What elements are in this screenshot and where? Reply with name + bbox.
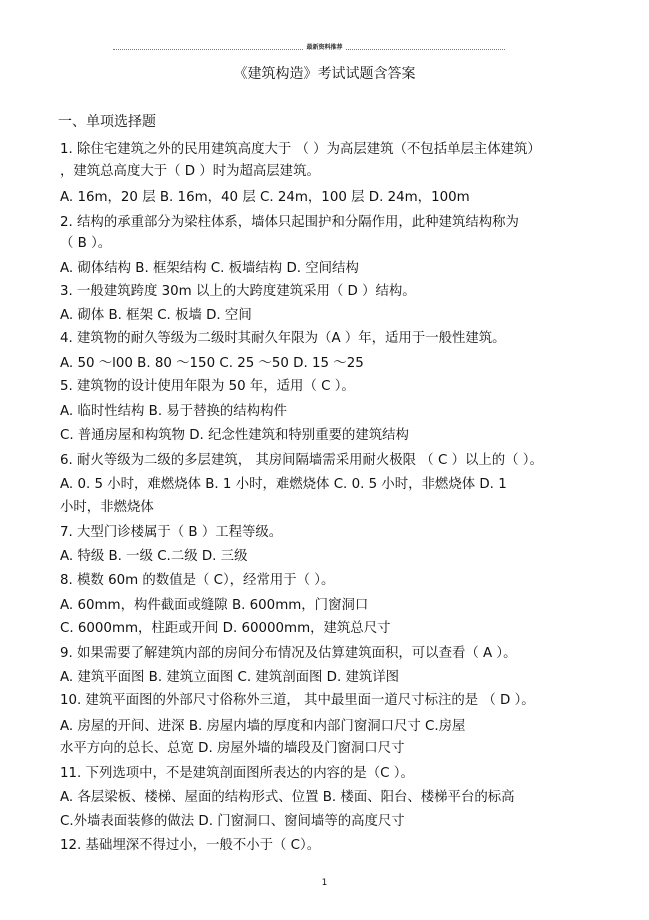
question-line: 7. 大型门诊楼属于（ B ）工程等级。	[60, 525, 283, 540]
question-line: 6. 耐火等级为二级的多层建筑， 其房间隔墙需采用耐火极限 （ C ）以上的（ ）。	[60, 453, 543, 468]
header-label: 最新资料推荐	[0, 44, 649, 52]
page-number: 1	[321, 878, 328, 888]
question-line: 2. 结构的承重部分为梁柱体系，墙体只起围护和分隔作用，此种建筑结构称为	[60, 215, 519, 230]
answer-options: A. 砌体 B. 框架 C. 板墙 D. 空间	[60, 308, 252, 323]
answer-options: A. 各层梁板、楼梯、屋面的结构形式、位置 B. 楼面、阳台、楼梯平台的标高	[60, 790, 515, 805]
answer-options: C. 普通房屋和构筑物 D. 纪念性建筑和特别重要的建筑结构	[60, 428, 409, 443]
answer-options: A. 临时性结构 B. 易于替换的结构构件	[60, 404, 287, 419]
question-line: 8. 模数 60m 的数值是（ C），经常用于（ ）。	[60, 573, 335, 588]
question-line: 3. 一般建筑跨度 30m 以上的大跨度建筑采用（ D ）结构。	[60, 284, 416, 299]
answer-options: 水平方向的总长、总宽 D. 房屋外墙的墙段及门窗洞口尺寸	[60, 741, 405, 756]
answer-options: A. 60mm，构件截面或缝隙 B. 600mm，门窗洞口	[60, 598, 369, 613]
answer-options: 小时，非燃烧体	[60, 500, 154, 515]
question-line: ，建筑总高度大于（ D ）时为超高层建筑。	[60, 164, 320, 179]
answer-options: A. 特级 B. 一级 C.二级 D. 三级	[60, 549, 248, 564]
question-line: 9. 如果需要了解建筑内部的房间分布情况及估算建筑面积，可以查看（ A ）。	[60, 646, 517, 661]
answer-options: C.外墙表面装修的做法 D. 门窗洞口、窗间墙等的高度尺寸	[60, 814, 405, 829]
question-line: （ B ）。	[60, 236, 112, 251]
question-line: 12. 基础埋深不得过小，一般不小于（ C）。	[60, 838, 321, 853]
section-heading: 一、单项选择题	[58, 114, 156, 130]
answer-options: A. 建筑平面图 B. 建筑立面图 C. 建筑剖面图 D. 建筑详图	[60, 670, 400, 685]
document-title: 《建筑构造》考试试题含答案	[233, 66, 416, 82]
question-line: 4. 建筑物的耐久等级为二级时其耐久年限为（A ）年，适用于一般性建筑。	[60, 331, 506, 346]
question-line: 1. 除住宅建筑之外的民用建筑高度大于 （ ）为高层建筑（不包括单层主体建筑）	[60, 142, 541, 157]
answer-options: A. 房屋的开间、进深 B. 房屋内墙的厚度和内部门窗洞口尺寸 C.房屋	[60, 719, 466, 734]
answer-options: C. 6000mm，柱距或开间 D. 60000mm，建筑总尺寸	[60, 621, 391, 636]
question-line: 5. 建筑物的设计使用年限为 50 年，适用（ C ）。	[60, 379, 355, 394]
answer-options: A. 16m，20 层 B. 16m，40 层 C. 24m，100 层 D. 24m，100m	[60, 190, 470, 205]
question-line: 11. 下列选项中，不是建筑剖面图所表达的内容的是（C ）。	[60, 766, 414, 781]
answer-options: A. 50 ～l00 B. 80 ～150 C. 25 ～50 D. 15 ～25	[60, 356, 364, 371]
answer-options: A. 0. 5 小时，难燃烧体 B. 1 小时，难燃烧体 C. 0. 5 小时，非燃烧体 D. 1	[60, 477, 507, 492]
question-line: 10. 建筑平面图的外部尺寸俗称外三道， 其中最里面一道尺寸标注的是 （ D ）。	[60, 693, 535, 708]
answer-options: A. 砌体结构 B. 框架结构 C. 板墙结构 D. 空间结构	[60, 261, 359, 276]
